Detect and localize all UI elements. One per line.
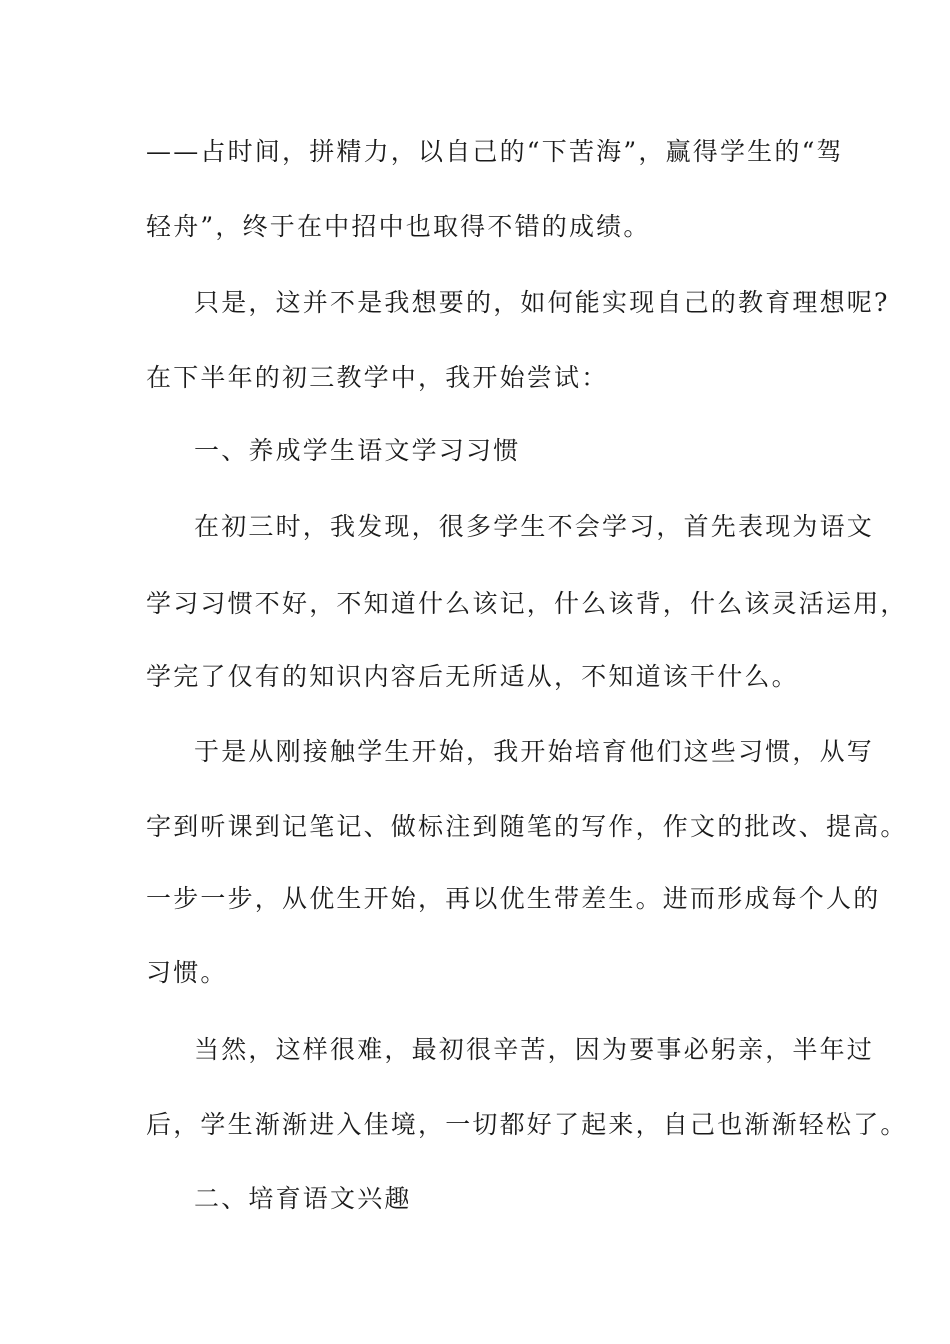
text-line: 字到听课到记笔记、做标注到随笔的写作，作文的批改、提高。 [146,812,908,841]
section-heading: 二、培育语文兴趣 [194,1184,412,1213]
text-line: 在下半年的初三教学中，我开始尝试： [146,363,609,392]
text-line: 学完了仅有的知识内容后无所适从，不知道该干什么。 [146,662,799,691]
paragraph-line: 只是，这并不是我想要的，如何能实现自己的教育理想呢? [194,288,890,317]
text-line: 轻舟”，终于在中招中也取得不错的成绩。 [146,212,651,241]
paragraph-line: 在初三时，我发现，很多学生不会学习，首先表现为语文 [194,512,875,541]
section-heading: 一、养成学生语文学习习惯 [194,436,521,465]
text-line: 学习习惯不好，不知道什么该记，什么该背，什么该灵活运用， [146,589,908,618]
text-line: 一步一步，从优生开始，再以优生带差生。进而形成每个人的 [146,884,881,913]
paragraph-line: 于是从刚接触学生开始，我开始培育他们这些习惯，从写 [194,737,875,766]
text-line: 习惯。 [146,958,228,987]
text-line: ——占时间，拼精力，以自己的“下苦海”，赢得学生的“驾 [146,137,844,166]
paragraph-line: 当然，这样很难，最初很辛苦，因为要事必躬亲，半年过 [194,1035,875,1064]
text-line: 后，学生渐渐进入佳境，一切都好了起来，自己也渐渐轻松了。 [146,1110,908,1139]
